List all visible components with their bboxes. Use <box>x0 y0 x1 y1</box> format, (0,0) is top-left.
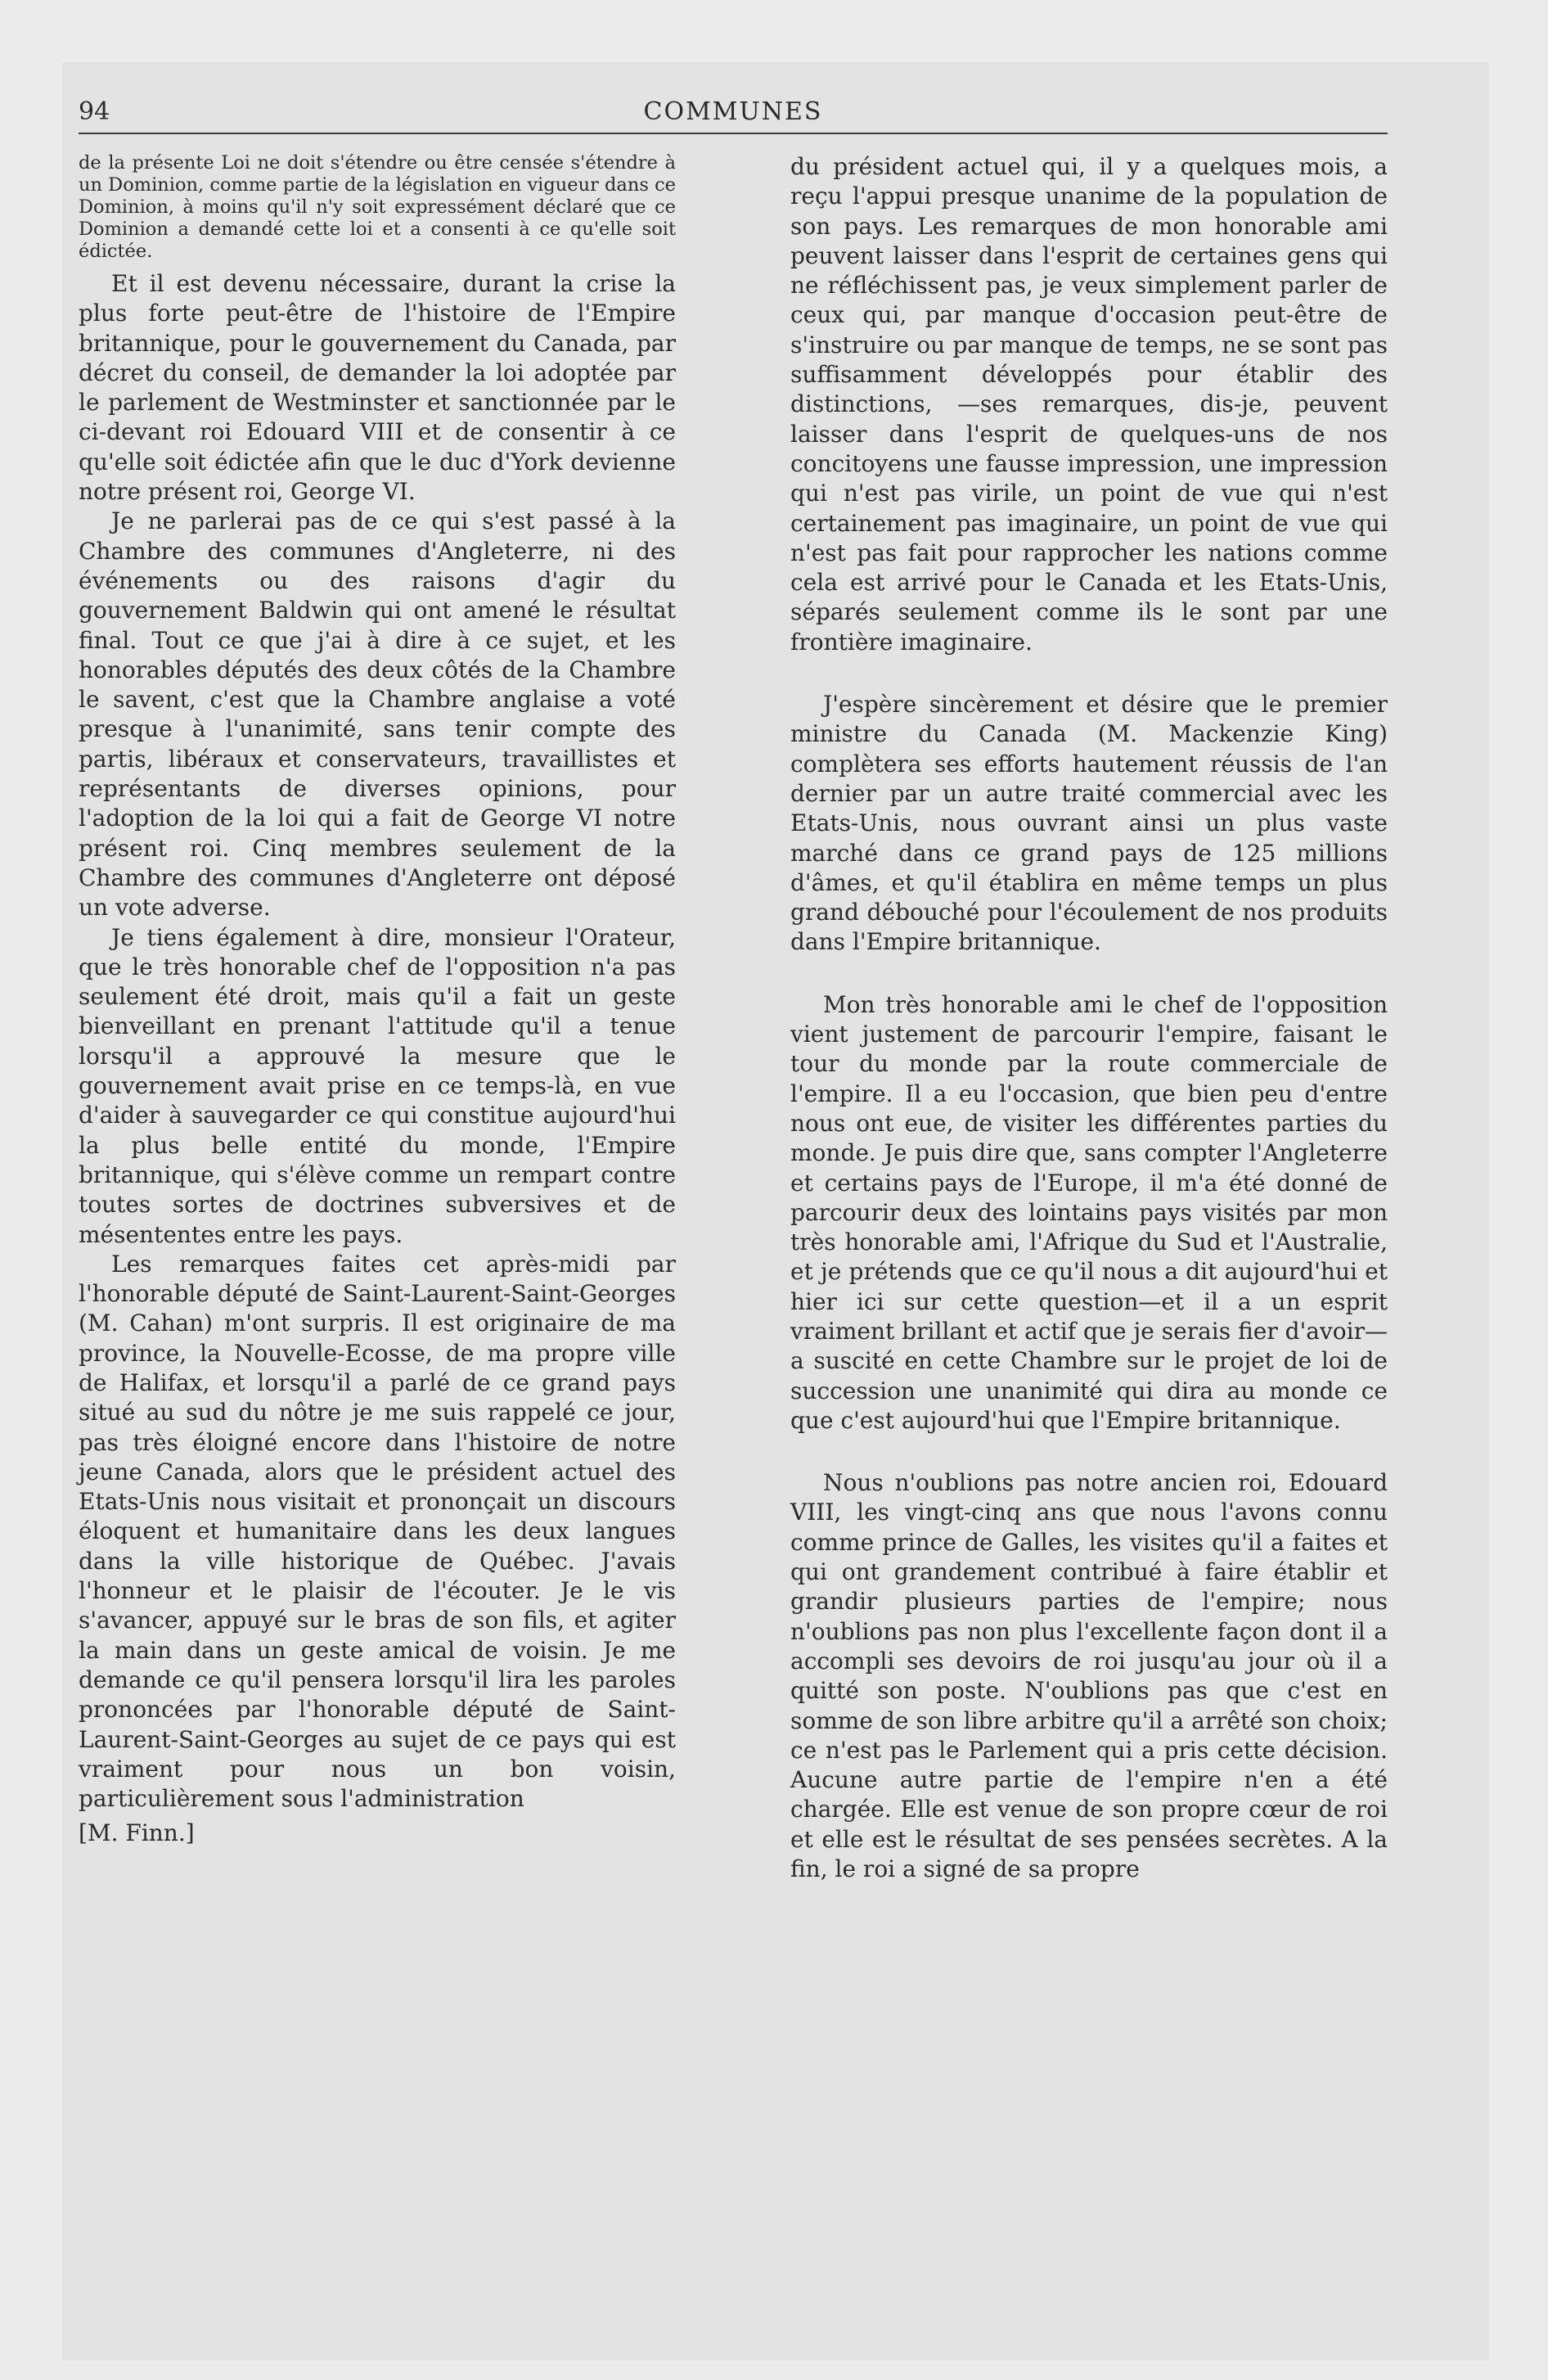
paragraph: Je ne parlerai pas de ce qui s'est passé à la Chambre des communes d'Angleterre, ni des événements ou des raisons d'agir du gouvernement Baldwin qui ont amené le résultat final. Tout ce que j'ai à dire à ce sujet, et les honorables députés des deux côtés de la Chambre le savent, c'est que la Chambre anglaise a voté presque à l'unanimité, sans tenir compte des partis, libéraux et conservateurs, travaillistes et représentants de diverses opinions, pour l'adoption de la loi qui a fait de George VI notre présent roi. Cinq membres seulement de la Chambre des communes d'Angleterre ont déposé un vote adverse. <box>79 507 676 922</box>
paragraph: Mon très honorable ami le chef de l'opposition vient justement de parcourir l'empire, faisant le tour du monde par la route commerciale de l'empire. Il a eu l'occasion, que bien peu d'entre nous ont eue, de visiter les différentes parties du monde. Je puis dire que, sans compter l'Angleterre et certains pays de l'Europe, il m'a été donné de parcourir deux des lointains pays visités par mon très honorable ami, l'Afrique du Sud et l'Australie, et je prétends que ce qu'il nous a dit aujourd'hui et hier ici sur cette question—et il a un esprit vraiment brillant et actif que je serais fier d'avoir—a suscité en cette Chambre sur le projet de loi de succession une unanimité qui dira au monde ce que c'est aujourd'hui que l'Empire britannique. <box>790 990 1388 1434</box>
running-title: COMMUNES <box>643 97 823 126</box>
paragraph: Nous n'oublions pas notre ancien roi, Edouard VIII, les vingt-cinq ans que nous l'avons connu comme prince de Galles, les visites qu'il a faites et qui ont grandement contribué à faire établir et grandir plusieurs parties de l'empire; nous n'oublions pas non plus l'excellente façon dont il a accompli ses devoirs de roi jusqu'au jour où il a quitté son poste. N'oublions pas que c'est en somme de son libre arbitre qu'il a arrêté son choix; ce n'est pas le Parlement qui a pris cette décision. Aucune autre partie de l'empire n'en a été chargée. Elle est venue de son propre cœur de roi et elle est le résultat de ses pensées secrètes. A la fin, le roi a signé de sa propre <box>790 1469 1388 1883</box>
paragraph: J'espère sincèrement et désire que le premier ministre du Canada (M. Mackenzie King) complètera ses efforts hautement réussis de l'an dernier par un autre traité commercial avec les Etats-Unis, nous ouvrant ainsi un plus vaste marché dans ce grand pays de 125 millions d'âmes, et qu'il établira en même temps un plus grand débouché pour l'écoulement de nos produits dans l'Empire britannique. <box>790 691 1388 956</box>
paragraph: du président actuel qui, il y a quelques mois, a reçu l'appui presque unanime de la population de son pays. Les remarques de mon honorable ami peuvent laisser dans l'esprit de certaines gens qui ne réfléchissent pas, je veux simplement parler de ceux qui, par manque d'occasion peut-être de s'instruire ou par manque de temps, ne se sont pas suffisamment développés pour établir des distinctions, —ses remarques, dis-je, peuvent laisser dans l'esprit de quelques-uns de nos concitoyens une fausse impression, une impression qui n'est pas virile, un point de vue qui n'est certainement pas imaginaire, un point de vue qui n'est pas fait pour rapprocher les nations comme cela est arrivé pour le Canada et les Etats-Unis, séparés seulement comme ils le sont par une frontière imaginaire. <box>790 153 1388 656</box>
header-rule <box>79 133 1388 134</box>
speaker-attribution: [M. Finn.] <box>79 1819 195 1847</box>
paragraph: Et il est devenu nécessaire, durant la crise la plus forte peut-être de l'histoire de l'Empire britannique, pour le gouvernement du Canada, par décret du conseil, de demander la loi adoptée par le parlement de Westminster et sanctionnée par le ci-devant roi Edouard VIII et de consentir à ce qu'elle soit édictée afin que le duc d'York devienne notre présent roi, George VI. <box>79 270 676 506</box>
page-header <box>79 97 1388 130</box>
page-number: 94 <box>79 97 110 126</box>
paragraph: Les remarques faites cet après-midi par l'honorable député de Saint-Laurent-Saint-Georges (M. Cahan) m'ont surpris. Il est originaire de ma province, la Nouvelle-Ecosse, de ma propre ville de Halifax, et lorsqu'il a parlé de ce grand pays situé au sud du nôtre je me suis rappelé ce jour, pas très éloigné encore dans l'histoire de notre jeune Canada, alors que le président actuel des Etats-Unis nous visitait et prononçait un discours éloquent et humanitaire dans les deux langues dans la ville historique de Québec. J'avais l'honneur et le plaisir de l'écouter. Je le vis s'avancer, appuyé sur le bras de son fils, et agiter la main dans un geste amical de voisin. Je me demande ce qu'il pensera lorsqu'il lira les paroles prononcées par l'honorable député de Saint-Laurent-Saint-Georges au sujet de ce pays qui est vraiment pour nous un bon voisin, particulièrement sous l'administration <box>79 1250 676 1813</box>
right-column <box>790 152 1388 1884</box>
left-column <box>79 152 676 1849</box>
paragraph: Je tiens également à dire, monsieur l'Orateur, que le très honorable chef de l'opposition n'a pas seulement été droit, mais qu'il a fait un geste bienveillant en prenant l'attitude qu'il a tenue lorsqu'il a approuvé la mesure que le gouvernement avait prise en ce temps-là, en vue d'aider à sauvegarder ce qui constitue aujourd'hui la plus belle entité du monde, l'Empire britannique, qui s'élève comme un rempart contre toutes sortes de doctrines subversives et de mésententes entre les pays. <box>79 923 676 1248</box>
quoted-clause: de la présente Loi ne doit s'étendre ou être censée s'étendre à un Dominion, comme partie de la législation en vigueur dans ce Dominion, à moins qu'il n'y soit expressément déclaré que ce Dominion a demandé cette loi et a consenti à ce qu'elle soit édictée. <box>79 152 676 262</box>
